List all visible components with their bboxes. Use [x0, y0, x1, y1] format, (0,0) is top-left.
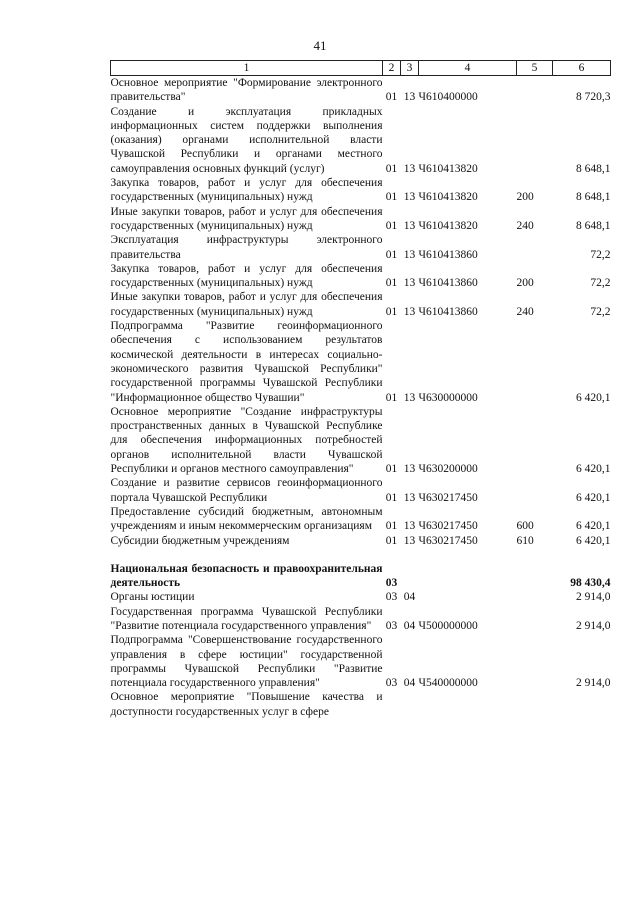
row-target-article-cell: Ч630000000 [418, 391, 478, 404]
row-amount-cell: 6 420,1 [576, 463, 611, 476]
row-target-article-cell: Ч610413820 [418, 191, 478, 204]
row-amount-cell: 72,2 [590, 277, 611, 290]
row-name-cell: Иные закупки товаров, работ и услуг для обеспечения государственных (муниципальных) нужд [110, 291, 383, 318]
row-target-article-cell: Ч500000000 [418, 619, 478, 632]
row-target-article-cell: Ч630217450 [418, 491, 478, 504]
row-section-cell: 01 [385, 534, 398, 547]
row-expense-type-cell [517, 233, 553, 262]
row-amount-cell [553, 690, 611, 719]
row-amount-cell: 6 420,1 [576, 391, 611, 404]
row-section-cell: 01 [385, 463, 398, 476]
row-amount-cell: 8 648,1 [576, 191, 611, 204]
table-row [111, 534, 611, 548]
row-expense-type-cell [517, 405, 553, 476]
row-section-cell: 03 [385, 591, 398, 604]
spacer-row [111, 548, 611, 562]
table-row [111, 205, 611, 234]
row-name-cell: Национальная безопасность и правоохранительная деятельность [110, 562, 383, 590]
spacer-cell [111, 548, 611, 562]
row-subsection-cell: 13 [403, 463, 416, 476]
header-col-2: 2 [383, 61, 401, 76]
row-amount-cell: 6 420,1 [576, 534, 611, 547]
budget-table [110, 60, 611, 719]
row-name-cell: Предоставление субсидий бюджетным, автономным учреждениям и иным некоммерческим организациям [110, 505, 383, 533]
row-section-cell [383, 690, 401, 719]
row-amount-cell: 6 420,1 [576, 520, 611, 533]
row-section-cell: 03 [385, 577, 398, 590]
row-subsection-cell: 13 [403, 520, 416, 533]
row-expense-type-cell [517, 76, 553, 105]
row-subsection-cell: 04 [403, 619, 416, 632]
row-subsection-cell: 13 [403, 219, 416, 232]
row-section-cell: 03 [385, 619, 398, 632]
row-name-cell: Органы юстиции [110, 591, 195, 604]
row-expense-type-cell [517, 690, 553, 719]
table-row [111, 262, 611, 291]
row-section-cell: 01 [385, 162, 398, 175]
row-amount-cell: 72,2 [590, 305, 611, 318]
row-section-cell: 01 [385, 391, 398, 404]
row-subsection-cell: 04 [403, 591, 416, 604]
row-target-article-cell [419, 562, 517, 591]
table-row [111, 233, 611, 262]
row-target-article-cell: Ч610413820 [418, 162, 478, 175]
row-section-cell: 01 [385, 248, 398, 261]
row-expense-type-cell: 600 [516, 520, 534, 533]
row-expense-type-cell [517, 476, 553, 505]
row-amount-cell: 8 648,1 [576, 219, 611, 232]
header-col-4: 4 [419, 61, 517, 76]
row-name-cell: Государственная программа Чувашской Республики "Развитие потенциала государственного управления" [110, 605, 383, 632]
table-row [111, 605, 611, 634]
table-row [111, 290, 611, 319]
table-row [111, 176, 611, 205]
row-expense-type-cell [517, 633, 553, 690]
row-name-cell: Основное мероприятие "Создание инфраструктуры пространственных данных в Чувашской Республике для обеспечения информационных потребностей органов исполнительной власти Чувашской Республики и органов местного самоуправления" [110, 405, 383, 476]
row-subsection-cell: 13 [403, 391, 416, 404]
row-name-cell: Закупка товаров, работ и услуг для обеспечения государственных (муниципальных) нужд [110, 262, 383, 290]
table-row [111, 476, 611, 505]
row-target-article-cell: Ч630217450 [418, 520, 478, 533]
page-number: 41 [313, 38, 327, 53]
row-expense-type-cell: 200 [516, 277, 534, 290]
row-expense-type-cell: 240 [516, 219, 534, 232]
table-header-row [111, 61, 611, 76]
row-section-cell: 01 [385, 277, 398, 290]
table-row [111, 633, 611, 690]
row-target-article-cell: Ч610413860 [418, 277, 478, 290]
row-name-cell: Подпрограмма "Совершенствование государственного управления в сфере юстиции" государственной программы Чувашской Республики "Развитие потенциала государственного управления" [110, 634, 383, 690]
row-amount-cell: 72,2 [590, 248, 611, 261]
row-subsection-cell [401, 562, 419, 591]
table-row [111, 405, 611, 476]
table-row [111, 319, 611, 405]
row-section-cell: 01 [385, 520, 398, 533]
row-section-cell: 01 [385, 305, 398, 318]
row-target-article-cell: Ч610400000 [418, 91, 478, 104]
table-body [111, 76, 611, 720]
row-name-cell: Создание и эксплуатация прикладных информационных систем поддержки выполнения (оказания) органами исполнительной власти Чувашской Республики и органами местного самоуправления основных функций (услуг) [110, 105, 383, 175]
row-expense-type-cell: 240 [516, 305, 534, 318]
row-target-article-cell: Ч610413820 [418, 219, 478, 232]
table-row [111, 76, 611, 105]
row-subsection-cell: 13 [403, 305, 416, 318]
row-amount-cell: 8 648,1 [576, 162, 611, 175]
row-subsection-cell: 13 [403, 534, 416, 547]
row-name-cell: Субсидии бюджетным учреждениям [110, 534, 290, 547]
row-expense-type-cell [517, 319, 553, 405]
row-section-cell: 01 [385, 191, 398, 204]
row-name-cell: Основное мероприятие "Повышение качества и доступности государственных услуг в сфере [110, 691, 383, 718]
table-row [111, 562, 611, 591]
row-subsection-cell: 04 [403, 677, 416, 690]
row-name-cell: Иные закупки товаров, работ и услуг для обеспечения государственных (муниципальных) нужд [110, 205, 383, 232]
row-amount-cell: 98 430,4 [570, 577, 611, 590]
row-subsection-cell: 13 [403, 491, 416, 504]
row-name-cell: Подпрограмма "Развитие геоинформационного обеспечения с использованием результатов космической деятельности в интересах социально-экономического развития Чувашской Республики" государственной программы Чувашской Республики "Информационное общество Чувашии" [110, 320, 383, 404]
row-expense-type-cell: 200 [516, 191, 534, 204]
table-row [111, 105, 611, 176]
row-amount-cell: 2 914,0 [576, 619, 611, 632]
row-section-cell: 01 [385, 491, 398, 504]
header-col-3: 3 [401, 61, 419, 76]
row-amount-cell: 6 420,1 [576, 491, 611, 504]
row-target-article-cell: Ч630217450 [418, 534, 478, 547]
header-col-6: 6 [553, 61, 611, 76]
row-name-cell: Эксплуатация инфраструктуры электронного правительства [110, 234, 383, 261]
row-target-article-cell: Ч630200000 [418, 463, 478, 476]
row-expense-type-cell [517, 590, 553, 604]
header-col-1: 1 [111, 61, 383, 76]
table-row [111, 690, 611, 719]
row-expense-type-cell [517, 605, 553, 634]
row-target-article-cell: Ч610413860 [418, 305, 478, 318]
row-expense-type-cell: 610 [516, 534, 534, 547]
row-section-cell: 01 [385, 91, 398, 104]
row-expense-type-cell [517, 562, 553, 591]
row-section-cell: 03 [385, 677, 398, 690]
row-amount-cell: 8 720,3 [576, 91, 611, 104]
row-subsection-cell: 13 [403, 277, 416, 290]
row-target-article-cell [419, 590, 517, 604]
row-subsection-cell: 13 [403, 162, 416, 175]
row-amount-cell: 2 914,0 [576, 677, 611, 690]
row-subsection-cell: 13 [403, 91, 416, 104]
row-target-article-cell [419, 690, 517, 719]
header-col-5: 5 [517, 61, 553, 76]
row-subsection-cell: 13 [403, 248, 416, 261]
row-section-cell: 01 [385, 219, 398, 232]
row-name-cell: Основное мероприятие "Формирование электронного правительства" [110, 77, 383, 104]
row-subsection-cell: 13 [403, 191, 416, 204]
table-row [111, 590, 611, 604]
row-name-cell: Создание и развитие сервисов геоинформационного портала Чувашской Республики [110, 477, 383, 504]
row-amount-cell: 2 914,0 [576, 591, 611, 604]
row-subsection-cell [401, 690, 419, 719]
table-row [111, 505, 611, 534]
row-target-article-cell: Ч610413860 [418, 248, 478, 261]
row-name-cell: Закупка товаров, работ и услуг для обеспечения государственных (муниципальных) нужд [110, 177, 383, 204]
row-expense-type-cell [517, 105, 553, 176]
row-target-article-cell: Ч540000000 [418, 677, 478, 690]
